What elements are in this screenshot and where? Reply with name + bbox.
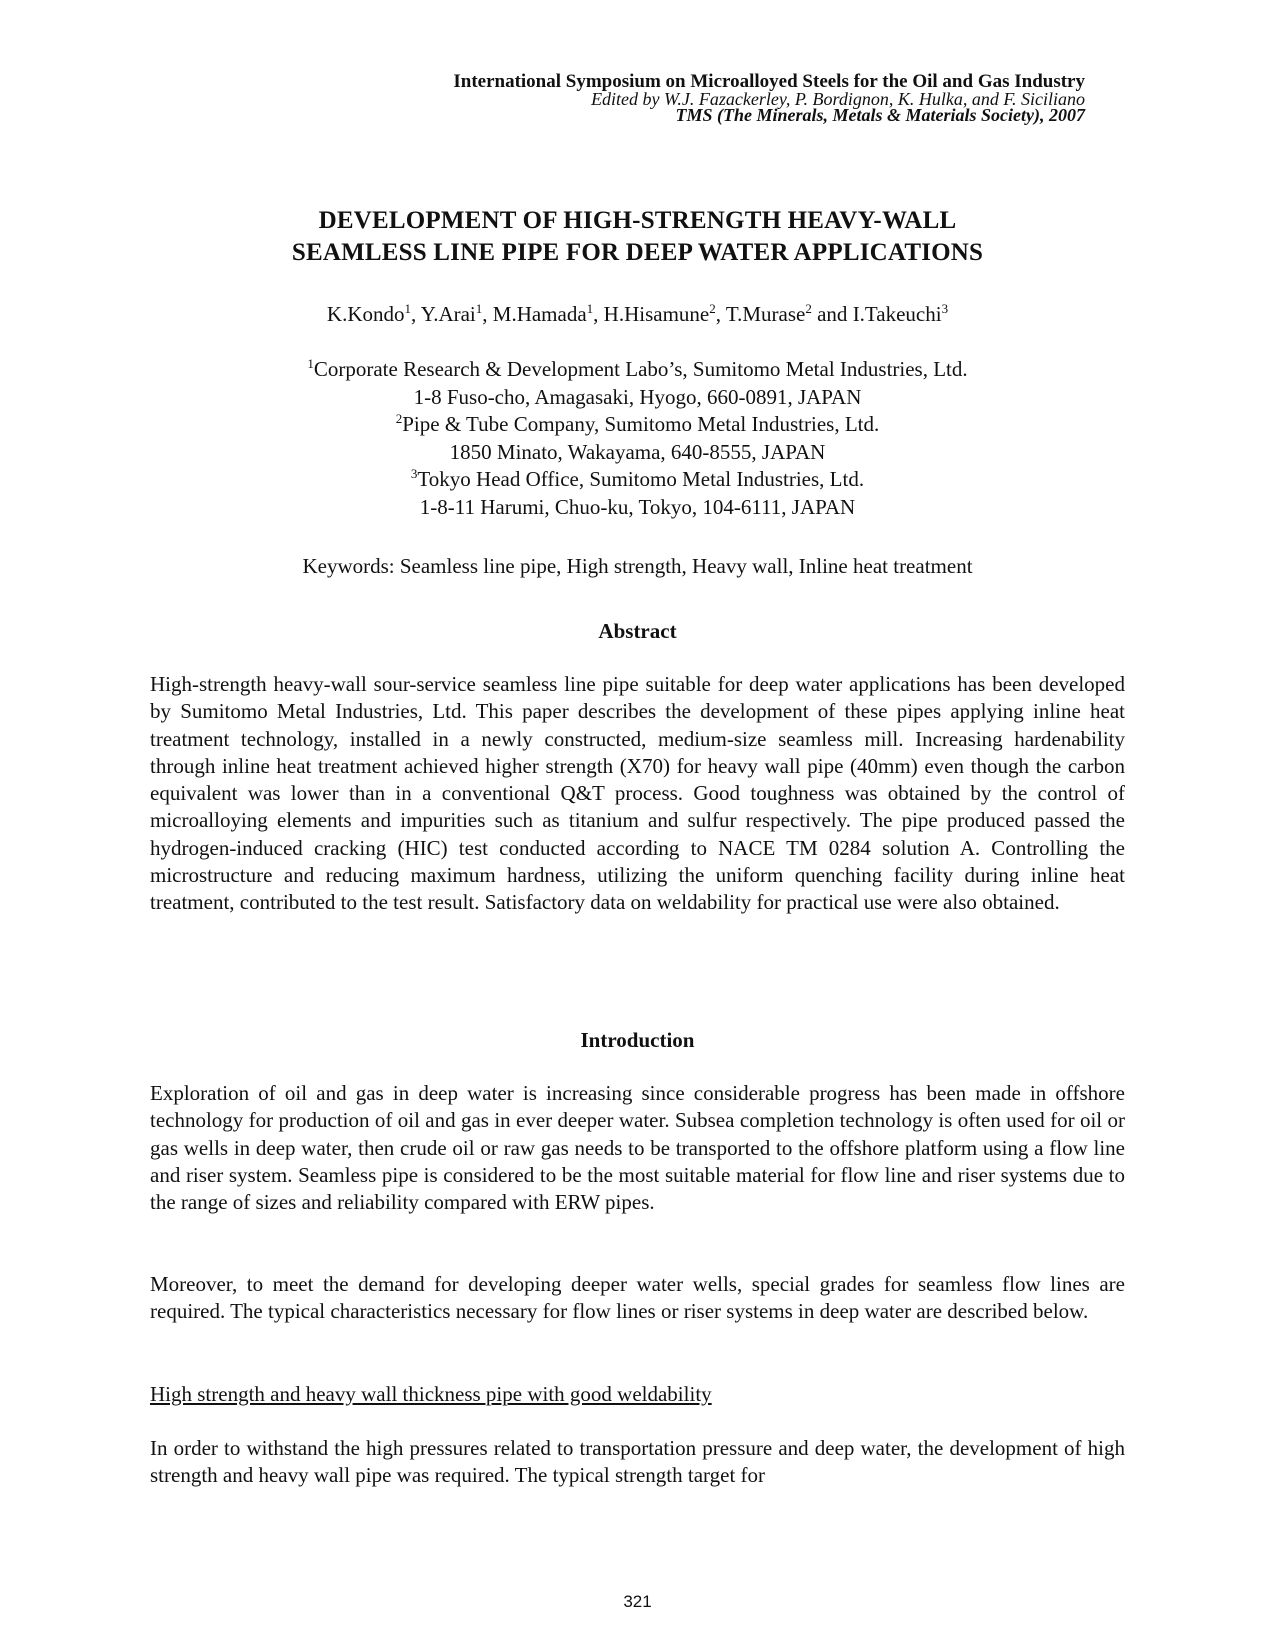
editors-line: Edited by W.J. Fazackerley, P. Bordignon, K. Hulka, and F. Siciliano xyxy=(591,89,1085,109)
affiliation-org: $^2$Pipe & Tube Company, Sumitomo Metal Industries, Ltd. xyxy=(395,411,880,436)
introduction-heading: Introduction xyxy=(580,1028,695,1052)
author-separator: , xyxy=(482,302,493,326)
author-list xyxy=(150,300,1125,328)
affiliation-address: 1850 Minato, Wakayama, 640-8555, JAPAN xyxy=(449,439,826,464)
author-affiliation-mark: 2 xyxy=(709,301,716,316)
author-separator: , xyxy=(411,302,421,326)
publisher-line: TMS (The Minerals, Metals & Materials Society), 2007 xyxy=(675,105,1085,125)
author-separator: , xyxy=(715,302,726,326)
affiliation-address: 1-8-11 Harumi, Chuo-ku, Tokyo, 104-6111, JAPAN xyxy=(419,494,856,519)
author xyxy=(493,302,604,326)
introduction-paragraph-2: Moreover, to meet the demand for developing deeper water wells, special grades for seamless flow lines are required. The typical characteristics necessary for flow lines or riser systems in deep water are described below. xyxy=(150,1272,1125,1324)
paper-title xyxy=(150,205,1125,269)
affiliation-org: $^1$Corporate Research & Development Labo’s, Sumitomo Metal Industries, Ltd. xyxy=(307,356,968,381)
author-separator: and xyxy=(811,302,853,326)
running-header xyxy=(185,71,1085,125)
author xyxy=(726,302,853,326)
affiliation-number: 3 xyxy=(410,466,418,481)
affiliation-address: 1-8 Fuso-cho, Amagasaki, Hyogo, 660-0891, JAPAN xyxy=(413,384,862,409)
affiliation-org: $^3$Tokyo Head Office, Sumitomo Metal Industries, Ltd. xyxy=(410,466,865,491)
page-number: 321 xyxy=(623,1592,652,1611)
author-name: K.Kondo xyxy=(326,302,405,326)
author-name: I.Takeuchi xyxy=(852,302,942,326)
author xyxy=(853,302,948,326)
author-affiliation-mark: 1 xyxy=(586,301,594,316)
affiliation-number: 2 xyxy=(395,411,403,426)
author-affiliation-mark: 1 xyxy=(475,301,483,316)
abstract-paragraph: High-strength heavy-wall sour-service seamless line pipe suitable for deep water applications has been developed by Sumitomo Metal Industries, Ltd. This paper describes the development of these pipes applying inline heat treatment technology, installed in a newly constructed, medium-size seamless mill. Increasing hardenability through inline heat treatment achieved higher strength (X70) for heavy wall pipe (40mm) even though the carbon equivalent was lower than in a conventional Q&T process. Good toughness was obtained by the control of microalloying elements and impurities such as titanium and sulfur respectively. The pipe produced passed the hydrogen-induced cracking (HIC) test conducted according to NACE TM 0284 solution A. Controlling the microstructure and reducing maximum hardness, utilizing the uniform quenching facility during inline heat treatment, contributed to the test result. Satisfactory data on weldability for practical use were also obtained. xyxy=(150,672,1125,915)
paper-title-line-1: DEVELOPMENT OF HIGH-STRENGTH HEAVY-WALL xyxy=(318,207,957,234)
author-separator: , xyxy=(593,302,604,326)
keywords-line: Keywords: Seamless line pipe, High strength, Heavy wall, Inline heat treatment xyxy=(302,554,973,578)
affiliation-number: 1 xyxy=(307,356,314,371)
abstract-heading: Abstract xyxy=(598,619,677,643)
paper-title-line-2: SEAMLESS LINE PIPE FOR DEEP WATER APPLICATIONS xyxy=(291,239,984,266)
author-affiliation-mark: 1 xyxy=(404,301,411,316)
author xyxy=(327,302,421,326)
author-affiliation-mark: 3 xyxy=(941,301,949,316)
introduction-paragraph-3: In order to withstand the high pressures related to transportation pressure and deep water, the development of high strength and heavy wall pipe was required. The typical strength target for xyxy=(150,1436,1125,1488)
conference-title: International Symposium on Microalloyed Steels for the Oil and Gas Industry xyxy=(453,71,1085,92)
author xyxy=(604,302,726,326)
author-name: Y.Arai xyxy=(420,302,476,326)
affiliation-list xyxy=(150,356,1125,521)
author-affiliation-mark: 2 xyxy=(805,301,812,316)
subsection-heading: High strength and heavy wall thickness pipe with good weldability xyxy=(150,1382,712,1406)
author xyxy=(421,302,493,326)
author-name: M.Hamada xyxy=(492,302,587,326)
author-name: H.Hisamune xyxy=(603,302,710,326)
author-name: T.Murase xyxy=(725,302,806,326)
introduction-paragraph-1: Exploration of oil and gas in deep water is increasing since considerable progress has been made in offshore technology for production of oil and gas in ever deeper water. Subsea completion technology is often used for oil or gas wells in deep water, then crude oil or raw gas needs to be transported to the offshore platform using a flow line and riser system. Seamless pipe is considered to be the most suitable material for flow line and riser systems due to the range of sizes and reliability compared with ERW pipes. xyxy=(150,1081,1125,1215)
